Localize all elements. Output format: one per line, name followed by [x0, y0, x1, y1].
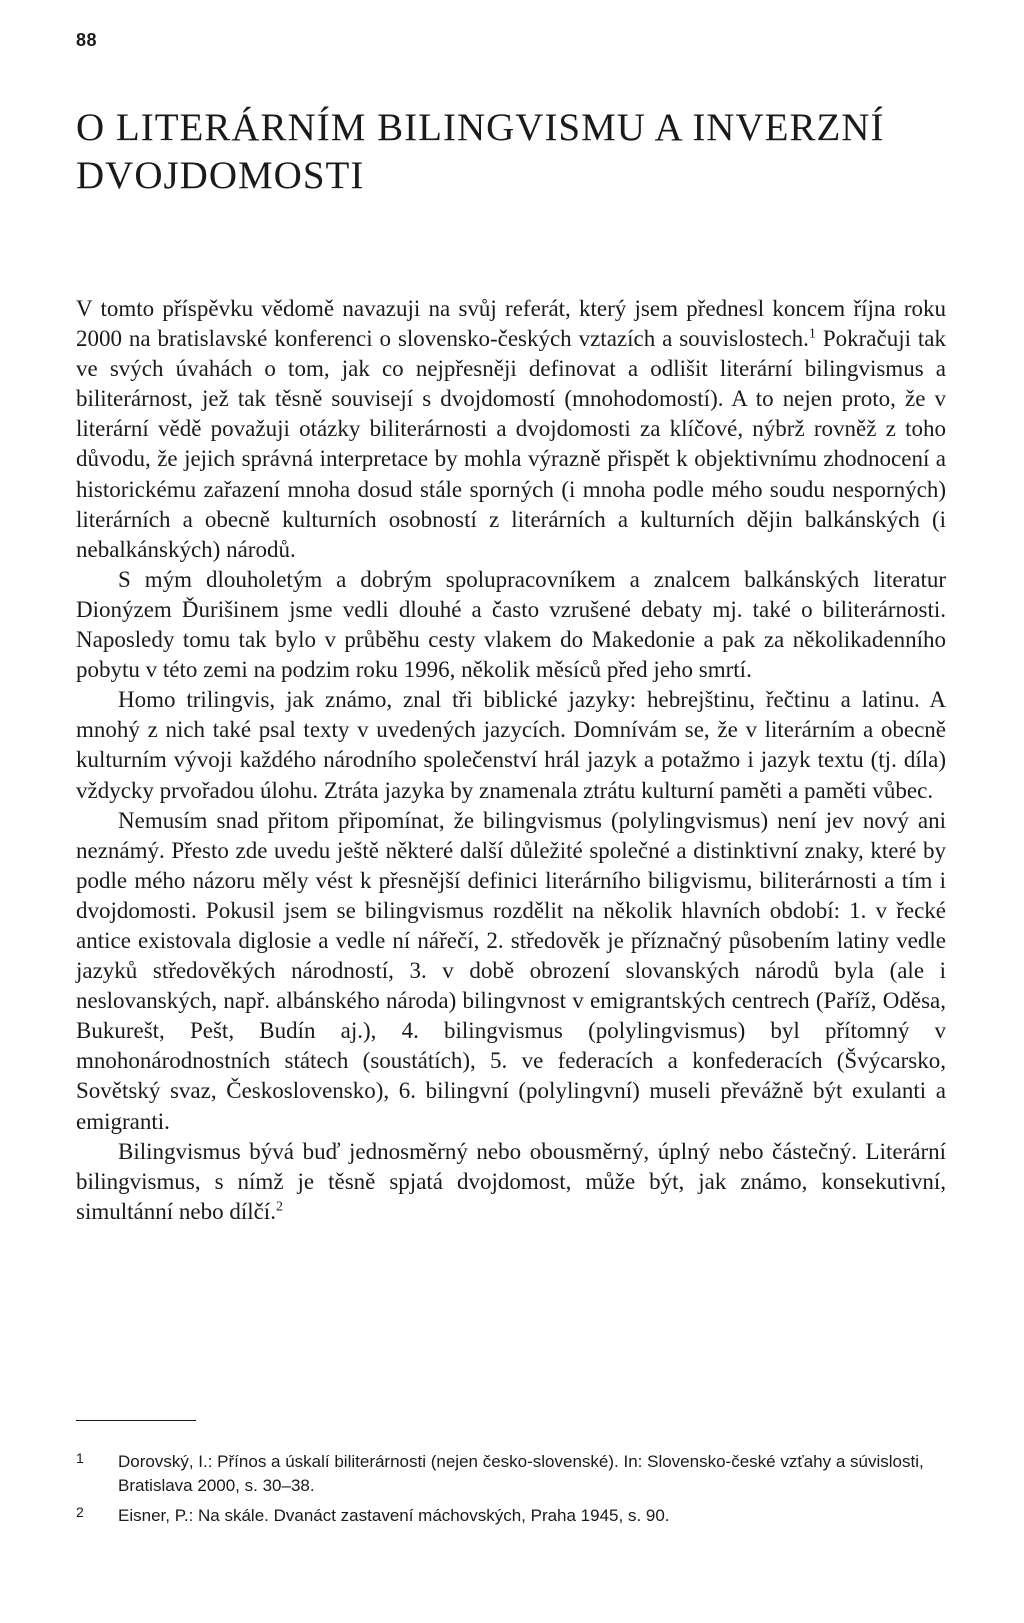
paragraph-1 — [76, 294, 946, 565]
paragraph-4: Nemusím snad přitom připomínat, že bilingvismus (polylingvismus) není jev nový ani neznámý. Přesto zde uvedu ještě některé další důležité společné a distinktivní znaky, které by podle mého názoru měly vést k přesnější definici literárního biligvismu, biliterárnosti a tím i dvojdomosti. Pokusil jsem se bilingvismus rozdělit na několik hlavních období: 1. v řecké antice existovala diglosie a vedle ní nářečí, 2. středověk je příznačný působením latiny vedle jazyků středověkých národností, 3. v době obrození slovanských národů byla (ale i neslovanských, např. albánského národa) bilingvnost v emigrantských centrech (Paříž, Oděsa, Bukurešt, Pešt, Budín aj.), 4. bilingvismus (polylingvismus) byl přítomný v mnohonárodnostních státech (soustátích), 5. ve federacích a konfederacích (Švýcarsko, Sovětský svaz, Československo), 6. bilingvní (polylingvní) museli převážně být exulanti a emigranti. — [76, 807, 946, 1134]
paragraph-3: Homo trilingvis, jak známo, znal tři biblické jazyky: hebrejštinu, řečtinu a latinu. A mnohý z nich také psal texty v uvedených jazycích. Domnívám se, že v literárním a obecně kulturním vývoji každého národního společenství hrál jazyk a potažmo i jazyk textu (tj. díla) vždycky prvořadou úlohu. Ztráta jazyka by znamenala ztrátu kulturní paměti a paměti vůbec. — [76, 687, 946, 803]
footnote-ref-1: 1 — [808, 326, 816, 342]
paragraph-1-text-b: Pokračuji tak ve svých úvahách o tom, jak co nejpřesněji definovat a odlišit literární bilingvismus a biliterárnost, jež tak těsně souvisejí s dvojdomostí (mnohodomostí). A to nejen proto, že v literární vědě považuji otázky biliterárnosti a dvojdomosti za klíčové, nýbrž rovněž z toho důvodu, že jejich správná interpretace by mohla výrazně přispět k objektivnímu zhodnocení a historickému zařazení mnoha dosud stále sporných (i mnoha podle mého soudu nesporných) literárních a obecně kulturních osobností z literárních a kulturních dějin balkánských (i nebalkánských) národů. — [76, 326, 946, 562]
footnote-2-text: Eisner, P.: Na skále. Dvanáct zastavení máchovských, Praha 1945, s. 90. — [118, 1506, 670, 1525]
footnote-ref-2: 2 — [275, 1199, 283, 1215]
page-number: 88 — [76, 30, 98, 50]
body-text — [76, 294, 946, 1227]
footnote-2 — [76, 1504, 946, 1528]
paragraph-1-text-a: V tomto příspěvku vědomě navazuji na svůj referát, který jsem přednesl koncem října roku 2000 na bratislavské konferenci o slovensko-českých vztazích a souvislostech. — [76, 296, 946, 352]
footnote-1 — [76, 1450, 946, 1498]
chapter-title-line-2: DVOJDOMOSTI — [76, 154, 365, 197]
footnote-2-mark: 2 — [76, 1504, 84, 1520]
paragraph-5 — [76, 1137, 946, 1227]
footnote-separator — [76, 1420, 196, 1421]
paragraph-2: S mým dlouholetým a dobrým spolupracovníkem a znalcem balkánských literatur Dionýzem Ďurišinem jsme vedli dlouhé a často vzrušené debaty mj. také o biliterárnosti. Naposledy tomu tak bylo v průběhu cesty vlakem do Makedonie a pak za několikadenního pobytu v této zemi na podzim roku 1996, několik měsíců před jeho smrtí. — [76, 566, 946, 683]
paragraph-5-text: Bilingvismus bývá buď jednosměrný nebo obousměrný, úplný nebo částečný. Literární bilingvismus, s nímž je těsně spjatá dvojdomost, může být, jak známo, konsekutivní, simultánní nebo dílčí. — [76, 1138, 946, 1224]
footnotes — [76, 1450, 946, 1534]
chapter-title-line-1: O LITERÁRNÍM BILINGVISMU A INVERZNÍ — [76, 106, 885, 149]
footnote-1-mark: 1 — [76, 1450, 84, 1466]
chapter-title — [76, 104, 956, 200]
footnote-1-text: Dorovský, I.: Přínos a úskalí biliterárnosti (nejen česko-slovenské). In: Slovensko-české vzťahy a súvislosti, Bratislava 2000, s. 30–38. — [118, 1452, 924, 1495]
